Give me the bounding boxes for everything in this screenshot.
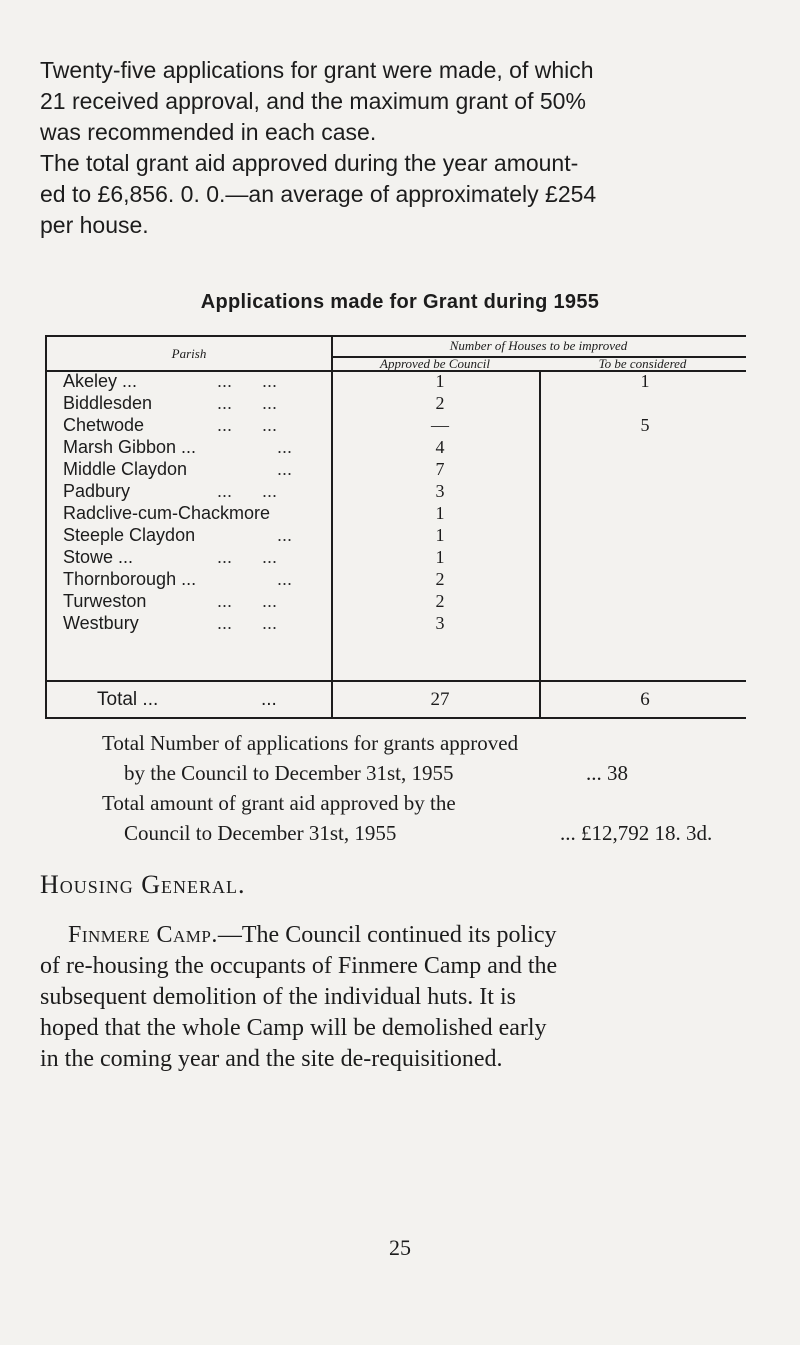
para-line [40, 920, 770, 951]
page-number: 25 [389, 1235, 411, 1260]
total-label: Total ... [97, 689, 159, 710]
considered-count: 1 [640, 371, 650, 391]
approved-count: 2 [435, 591, 445, 611]
parish-column-header: Parish [171, 346, 207, 361]
summary-text: Total Number of applications for grants approved [102, 731, 519, 755]
approved-count: 1 [435, 547, 445, 567]
intro-line: per house. [40, 212, 149, 238]
para-line: subsequent demolition of the individual huts. It is [40, 984, 516, 1010]
parish-name: Padbury [63, 481, 131, 501]
para-lead: Finmere Camp. [68, 922, 218, 948]
leader-dots: ... ... [217, 591, 278, 611]
considered-count: 5 [640, 415, 650, 435]
para-line: hoped that the whole Camp will be demolished early [40, 1015, 547, 1041]
summary-line [102, 788, 762, 818]
parish-name: Radclive-cum-Chackmore [63, 503, 271, 523]
parish-name: Marsh Gibbon ... [63, 437, 197, 457]
approved-count: 3 [435, 481, 445, 501]
leader-dots: ... [277, 437, 293, 457]
parish-name: Thornborough ... [63, 569, 197, 589]
leader-dots: ... [277, 525, 293, 545]
approved-count: 1 [435, 503, 445, 523]
table-row [47, 547, 746, 569]
leader-dots: ... [261, 689, 277, 710]
para-text: —The Council continued its policy [217, 922, 557, 948]
table-row [47, 503, 746, 525]
table-row [47, 569, 746, 591]
table-row [47, 393, 746, 415]
approved-count: 2 [435, 393, 445, 413]
approved-count: 1 [435, 525, 445, 545]
approved-count: 1 [435, 371, 445, 391]
leader-dots: ... ... [217, 393, 278, 413]
table-row [47, 613, 746, 635]
houses-column-group-header: Number of Houses to be improved [449, 338, 628, 353]
leader-dots: ... ... [217, 481, 278, 501]
table-row [47, 481, 746, 503]
parish-name: Westbury [63, 613, 139, 633]
parish-name: Middle Claydon [63, 459, 188, 479]
para-line: of re-housing the occupants of Finmere Camp and the [40, 953, 558, 979]
approved-count: 2 [435, 569, 445, 589]
section-heading: Housing General. [40, 870, 246, 899]
summary-text: Total amount of grant aid approved by the [102, 791, 456, 815]
leader-dots: ... [277, 569, 293, 589]
approved-column-header: Approved be Council [380, 356, 490, 371]
summary-text: by the Council to December 31st, 1955 [124, 761, 454, 785]
intro-line: Twenty-five applications for grant were made, of which [40, 57, 594, 83]
leader-dots: ... ... [217, 415, 278, 435]
approved-count: 7 [435, 459, 445, 479]
total-approved: 27 [430, 689, 450, 710]
table-row [47, 371, 746, 393]
table-row [47, 415, 746, 437]
leader-dots: ... ... [217, 547, 278, 567]
summary-line [102, 818, 762, 848]
intro-line: ed to £6,856. 0. 0.—an average of approximately £254 [40, 181, 597, 207]
approved-count: 4 [435, 437, 445, 457]
total-rule [47, 680, 746, 682]
summary-text: Council to December 31st, 1955 [124, 821, 397, 845]
parish-name: Biddlesden [63, 393, 153, 413]
intro-line: 21 received approval, and the maximum grant of 50% [40, 88, 586, 114]
approved-count: 3 [435, 613, 445, 633]
table-row [47, 525, 746, 547]
parish-name: Turweston [63, 591, 147, 611]
leader-dots: ... ... [217, 371, 278, 391]
leader-dots: ... [277, 459, 293, 479]
table-row [47, 591, 746, 613]
finmere-camp-paragraph [40, 920, 770, 1075]
leader-dots: ... ... [217, 613, 278, 633]
table-title: Applications made for Grant during 1955 [200, 291, 600, 313]
table-row [47, 459, 746, 481]
summary-line [102, 728, 762, 758]
parish-name: Chetwode [63, 415, 145, 435]
para-line: in the coming year and the site de-requisitioned. [40, 1046, 503, 1072]
grant-applications-table [45, 335, 746, 719]
approved-count: — [431, 415, 449, 435]
total-considered: 6 [640, 689, 650, 710]
intro-paragraph [40, 55, 770, 241]
summary-block [102, 728, 762, 848]
summary-line [102, 758, 762, 788]
intro-line: The total grant aid approved during the year amount- [40, 150, 579, 176]
considered-column-header: To be considered [598, 356, 687, 371]
approved-applications-total: ... 38 [586, 761, 628, 785]
intro-line: was recommended in each case. [40, 119, 377, 145]
parish-name: Stowe ... [63, 547, 134, 567]
table-row [47, 437, 746, 459]
parish-name: Akeley ... [63, 371, 138, 391]
parish-name: Steeple Claydon [63, 525, 196, 545]
grant-aid-total: ... £12,792 18. 3d. [560, 821, 713, 845]
